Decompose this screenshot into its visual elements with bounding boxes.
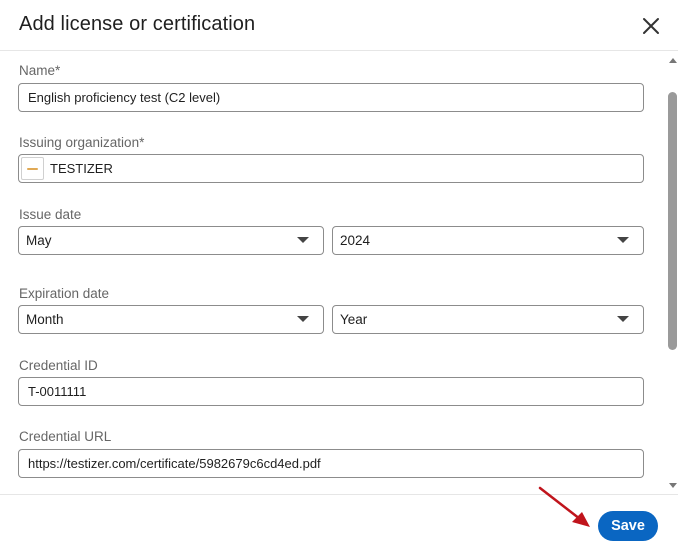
- issue-month-select[interactable]: [18, 226, 324, 255]
- scroll-thumb[interactable]: [668, 92, 677, 350]
- chevron-down-icon: [617, 237, 629, 243]
- close-icon: [642, 17, 660, 35]
- credential-url-input[interactable]: https://testizer.com/certificate/5982679c6cd4ed.pdf: [18, 449, 644, 478]
- issue-month-value: May: [26, 233, 52, 248]
- expiration-month-select[interactable]: [18, 305, 324, 334]
- close-button[interactable]: [636, 11, 666, 41]
- credential-id-label: Credential ID: [19, 358, 98, 373]
- organization-logo: [21, 157, 44, 180]
- issue-year-select[interactable]: [332, 226, 644, 255]
- chevron-down-icon: [297, 237, 309, 243]
- name-input[interactable]: English proficiency test (C2 level): [18, 83, 644, 112]
- issue-year-value: 2024: [340, 233, 371, 248]
- chevron-down-icon: [617, 316, 629, 322]
- issuing-org-value: TESTIZER: [50, 161, 113, 176]
- scrollbar[interactable]: [667, 52, 678, 494]
- form-content: [0, 52, 678, 494]
- credential-url-label: Credential URL: [19, 429, 112, 444]
- name-label: Name*: [19, 63, 61, 78]
- issuing-org-input[interactable]: [18, 154, 644, 183]
- issuing-org-label: Issuing organization*: [19, 135, 145, 150]
- dialog-title: Add license or certification: [19, 13, 256, 35]
- expiration-date-label: Expiration date: [19, 286, 110, 301]
- dialog-header: [0, 0, 678, 51]
- credential-id-input[interactable]: T-0011111: [18, 377, 644, 406]
- expiration-year-select[interactable]: [332, 305, 644, 334]
- chevron-down-icon: [297, 316, 309, 322]
- expiration-year-value: Year: [340, 312, 368, 327]
- expiration-month-value: Month: [26, 312, 64, 327]
- arrow-pointer-icon: [536, 484, 596, 530]
- scroll-down-icon[interactable]: [669, 483, 677, 488]
- issue-date-label: Issue date: [19, 207, 82, 222]
- scroll-up-icon[interactable]: [669, 58, 677, 63]
- save-button[interactable]: Save: [598, 511, 658, 541]
